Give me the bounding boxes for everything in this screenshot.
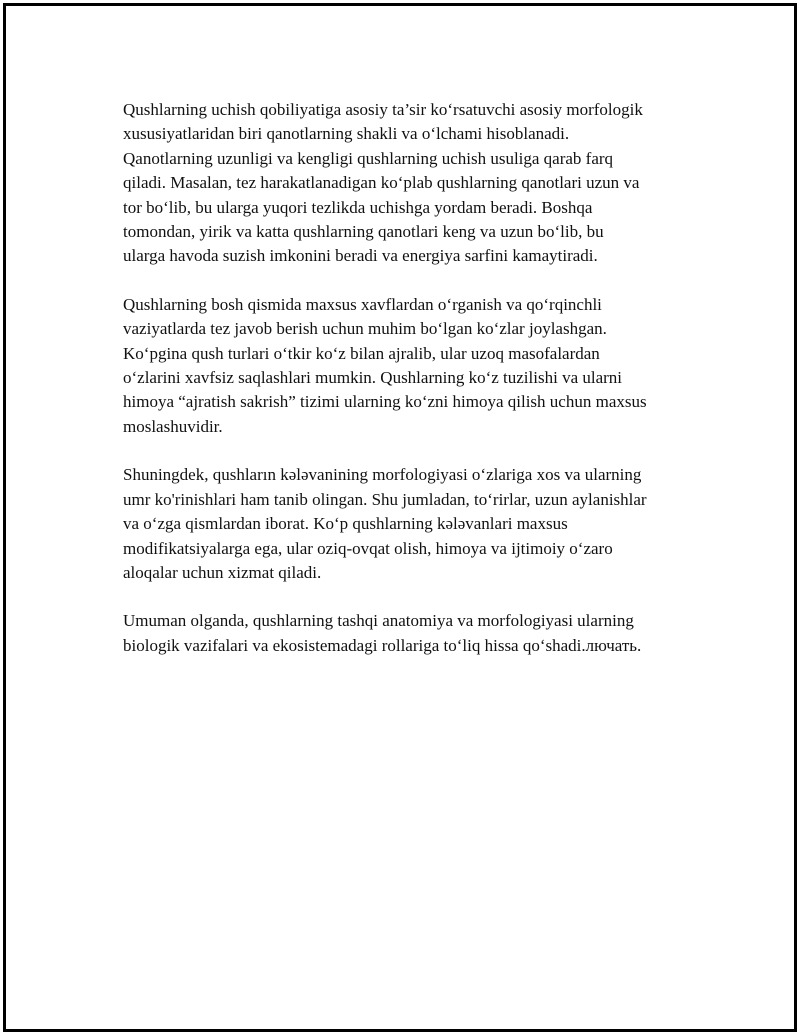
- paragraph-wings: Qushlarning uchish qobiliyatiga asosiy ta’sir ko‘rsatuvchi asosiy morfologik xususiyatlaridan biri qanotlarning shakli va o‘lchami hisoblanadi. Qanotlarning uzunligi va kengligi qushlarning uchish usuliga qarab farq qiladi. Masalan, tez harakatlanadigan ko‘plab qushlarning qanotlari uzun va tor bo‘lib, bu ularga yuqori tezlikda uchishga yordam beradi. Boshqa tomondan, yirik va katta qushlarning qanotlari keng va uzun bo‘lib, bu ularga havoda suzish imkonini beradi va energiya sarfini kamaytiradi.: [123, 100, 643, 266]
- page-frame: [3, 3, 797, 1032]
- paragraph-conclusion: Umuman olganda, qushlarning tashqi anatomiya va morfologiyasi ularning biologik vazifalari va ekosistemadagi rollariga to‘liq hissa qo‘shadi.лючать.: [123, 611, 642, 655]
- paragraph-skeleton: Shuningdek, qushların kələvanining morfologiyasi o‘zlariga xos va ularning umr ko'rinishlari ham tanib olingan. Shu jumladan, to‘rirlar, uzun aylanishlar va o‘zga qismlardan iborat. Ko‘p qushlarning kələvanlari maxsus modifikatsiyalarga ega, ular oziq-ovqat olish, himoya va ijtimoiy o‘zaro aloqalar uchun xizmat qiladi.: [123, 465, 647, 582]
- document-body: [123, 98, 703, 682]
- paragraph-eyes: Qushlarning bosh qismida maxsus xavflardan o‘rganish va qo‘rqinchli vaziyatlarda tez javob berish uchun muhim bo‘lgan ko‘zlar joylashgan. Ko‘pgina qush turlari o‘tkir ko‘z bilan ajralib, ular uzoq masofalardan o‘zlarini xavfsiz saqlashlari mumkin. Qushlarning ko‘z tuzilishi va ularni himoya “ajratish sakrish” tizimi ularning ko‘zni himoya qilish uchun maxsus moslashuvidir.: [123, 294, 647, 436]
